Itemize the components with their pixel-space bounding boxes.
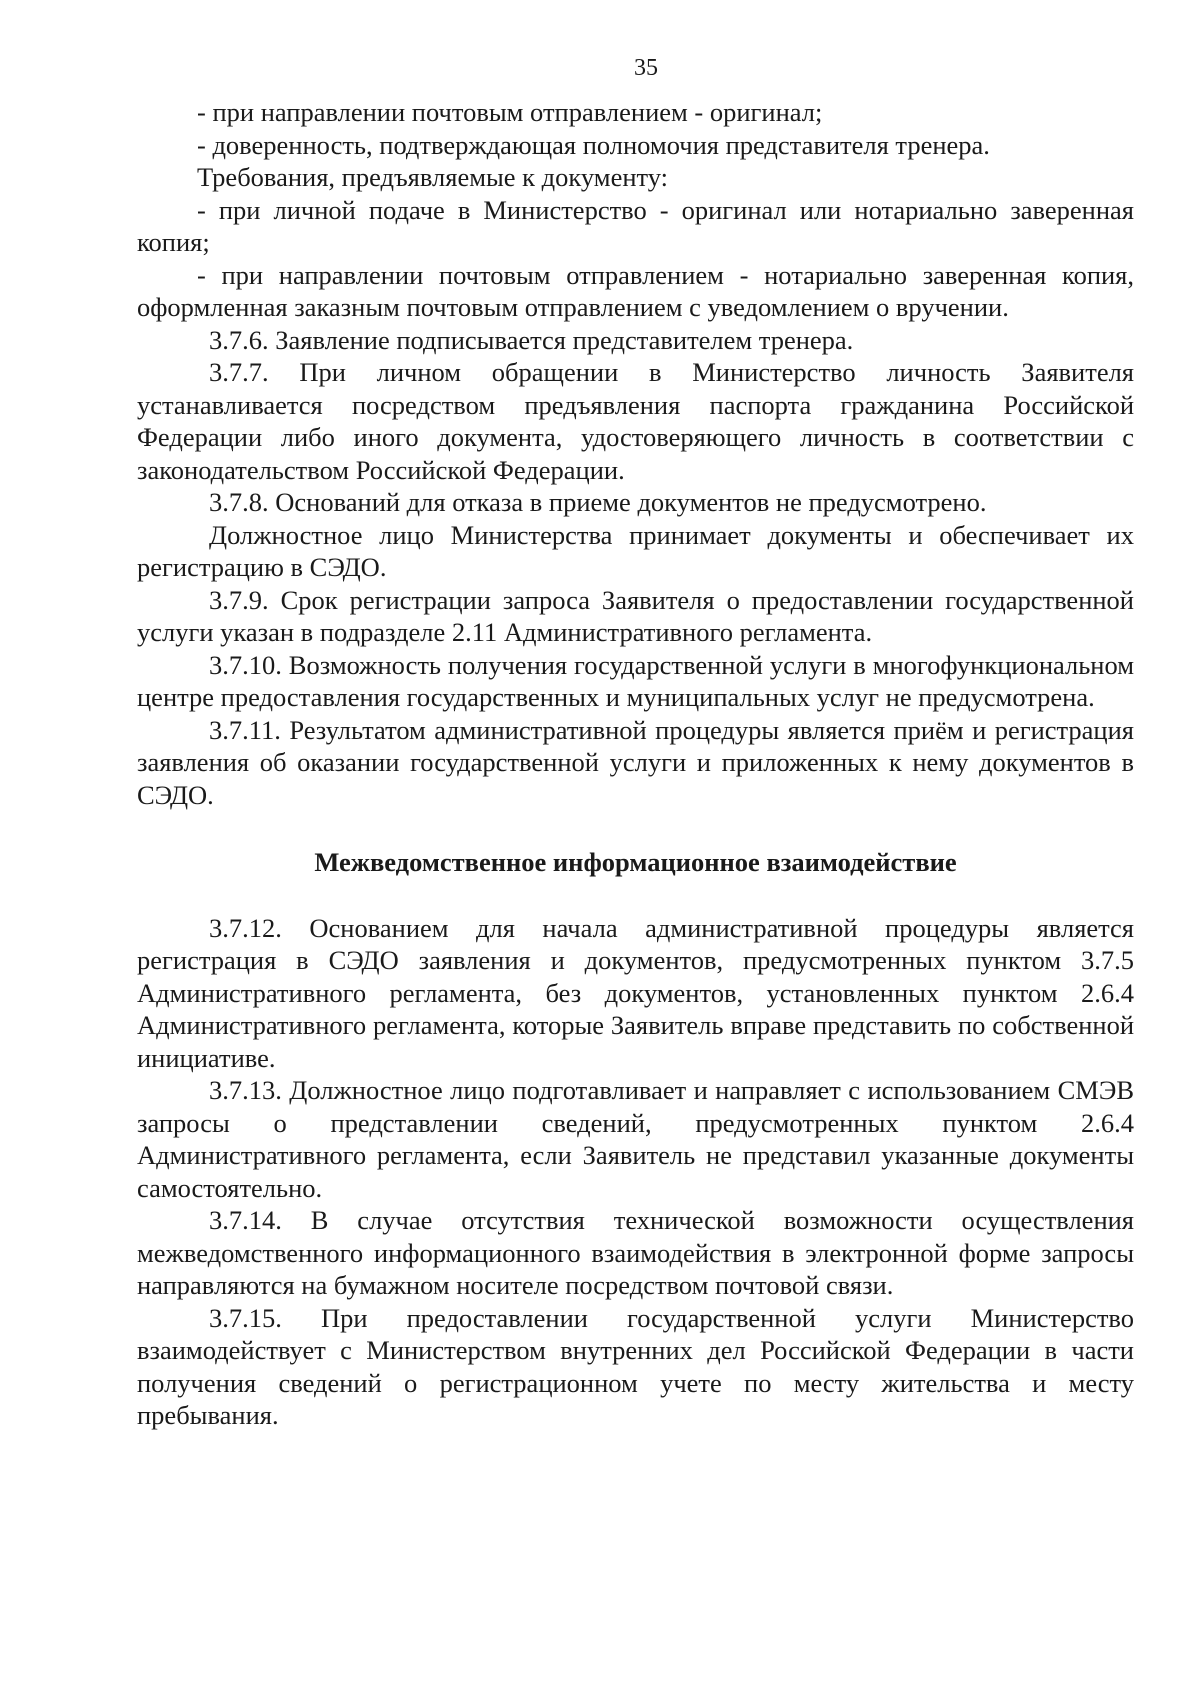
paragraph: 3.7.12. Основанием для начала административной процедуры является регистрация в СЭДО заявления и документов, предусмотренных пунктом 3.7.5 Административного регламента, без документов, установленных пунктом 2.6.4 Административного регламента, которые Заявитель вправе представить по собственной инициативе. xyxy=(137,912,1134,1073)
paragraph: Должностное лицо Министерства принимает документы и обеспечивает их регистрацию в СЭДО. xyxy=(137,519,1134,582)
document-body xyxy=(137,96,1134,1432)
paragraph: 3.7.10. Возможность получения государственной услуги в многофункциональном центре предоставления государственных и муниципальных услуг не предусмотрена. xyxy=(137,649,1134,712)
paragraph: 3.7.6. Заявление подписывается представителем тренера. xyxy=(209,324,854,355)
paragraph: - при направлении почтовым отправлением - нотариально заверенная копия, оформленная заказным почтовым отправлением с уведомлением о вручении. xyxy=(137,259,1134,322)
section-heading: Межведомственное информационное взаимодействие xyxy=(314,847,957,877)
paragraph: 3.7.7. При личном обращении в Министерство личность Заявителя устанавливается посредством предъявления паспорта гражданина Российской Федерации либо иного документа, удостоверяющего личность в соответствии с законодательством Российской Федерации. xyxy=(137,357,1134,485)
paragraph: Требования, предъявляемые к документу: xyxy=(197,162,669,192)
paragraph: 3.7.15. При предоставлении государственной услуги Министерство взаимодействует с Министерством внутренних дел Российской Федерации в части получения сведений о регистрационном учете по месту жительства и месту пребывания. xyxy=(137,1302,1134,1430)
paragraph: 3.7.13. Должностное лицо подготавливает и направляет с использованием СМЭВ запросы о представлении сведений, предусмотренных пунктом 2.6.4 Административного регламента, если Заявитель не представил указанные документы самостоятельно. xyxy=(137,1075,1134,1203)
paragraph: 3.7.9. Срок регистрации запроса Заявителя о предоставлении государственной услуги указан в подразделе 2.11 Административного регламента. xyxy=(137,584,1134,647)
page-number: 35 xyxy=(634,55,658,81)
paragraph: - доверенность, подтверждающая полномочия представителя тренера. xyxy=(197,129,990,160)
paragraph: 3.7.14. В случае отсутствия технической возможности осуществления межведомственного информационного взаимодействия в электронной форме запросы направляются на бумажном носителе посредством почтовой связи. xyxy=(137,1205,1134,1300)
paragraph: - при направлении почтовым отправлением - оригинал; xyxy=(197,97,823,127)
paragraph: 3.7.11. Результатом административной процедуры является приём и регистрация заявления об оказании государственной услуги и приложенных к нему документов в СЭДО. xyxy=(137,714,1134,810)
paragraph: 3.7.8. Оснований для отказа в приеме документов не предусмотрено. xyxy=(209,487,987,517)
paragraph: - при личной подаче в Министерство - оригинал или нотариально заверенная копия; xyxy=(137,194,1134,257)
